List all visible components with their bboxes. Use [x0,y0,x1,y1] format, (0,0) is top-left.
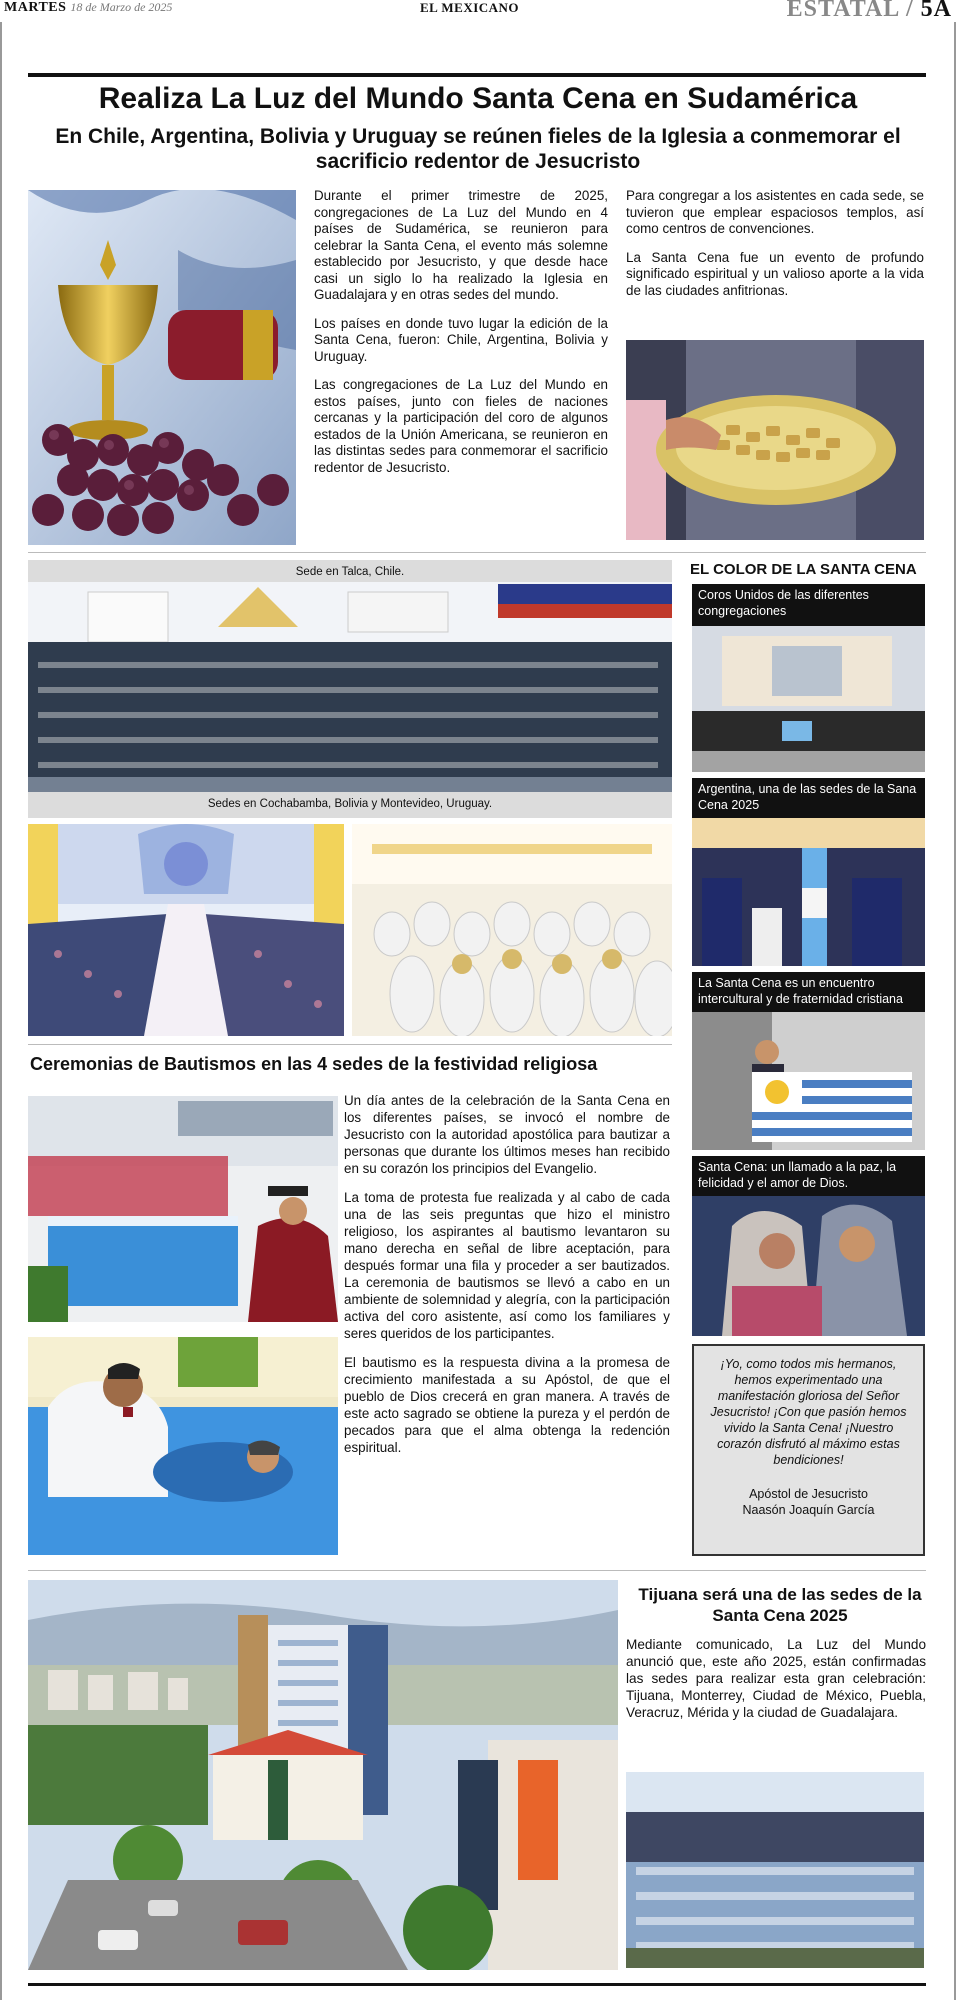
bread-plate-illustration [626,340,924,540]
sidebar-caption: La Santa Cena es un encuentro intercultural y de fraternidad cristiana [692,972,925,1012]
section-name: ESTATAL / [786,0,914,22]
article-column-1 [314,188,608,488]
photo-baptism-pool [28,1096,338,1322]
sidebar-card-1 [692,584,925,772]
article-paragraph: Para congregar a los asistentes en cada sede, se tuvieron que emplear espaciosos templos, así como centros de convenciones. [626,188,924,236]
article-column-2 [626,188,924,311]
bottom-rule [28,1983,926,1986]
tijuana-text: Mediante comunicado, La Luz del Mundo anunció que, este año 2025, están confirmadas las sedes para realizar esta gran celebración: Tijuana, Monterrey, Ciudad de México, Puebla, Veracruz, Mérida y la ciudad de Guadalajara. [626,1637,926,1720]
quote-author-name: Naasón Joaquín García [742,1503,875,1517]
article-paragraph: Los países en donde tuvo lugar la edición de la Santa Cena, fueron: Chile, Argentina, Bolivia y Uruguay. [314,315,608,364]
photo-bread-plate [626,340,924,540]
section-divider [28,1570,926,1571]
sidebar-caption: Coros Unidos de las diferentes congregaciones [692,584,925,626]
section-divider [28,552,926,553]
talca-congregation-illustration [28,582,672,792]
article-headline: Realiza La Luz del Mundo Santa Cena en Sudamérica [98,82,858,115]
apostle-quote-box [692,1344,925,1556]
sidebar-title: EL COLOR DE LA SANTA CENA [690,561,917,578]
sidebar-card-3 [692,972,925,1150]
cochabamba-caption: Sedes en Cochabamba, Bolivia y Montevideo, Uruguay. [207,798,493,810]
argentina-illustration [692,818,925,966]
choir-illustration [692,626,925,772]
embrace-illustration [692,1196,925,1336]
photo-chalice-grapes [28,190,296,545]
frame-left [0,22,2,2000]
header-day: MARTES [4,0,67,15]
tijuana-city-illustration [28,1580,618,1970]
quote-author-role: Apóstol de Jesucristo [749,1487,868,1501]
article-paragraph: Durante el primer trimestre de 2025, congregaciones de La Luz del Mundo en 4 países de Sudamérica, se reunieron para celebrar la Santa Cena, el evento más solemne establecido por Jesucristo, y que desde hace casi un siglo lo ha realizado la Iglesia en Guadalajara y en otras sedes del mundo. [314,188,608,302]
talca-caption: Sede en Talca, Chile. [295,566,405,578]
photo-cochabamba [28,824,344,1036]
sidebar-caption: Argentina, una de las sedes de la Sana Cena 2025 [692,778,925,818]
baptism-immersion-illustration [28,1337,338,1555]
sidebar-caption: Santa Cena: un llamado a la paz, la felicidad y el amor de Dios. [692,1156,925,1196]
article-paragraph: Las congregaciones de La Luz del Mundo en estos países, junto con fieles de naciones cercanas y la participación del coro de algunos estados de la Unión Americana, se reunieron en las distintas sedes para conmemorar el sacrificio redentor de Jesucristo. [314,377,608,475]
baptism-text [344,1092,670,1468]
baptism-paragraph: El bautismo es la respuesta divina a la promesa de crecimiento manifestada a su Apóstol, de que el pueblo de Dios crecerá en gran manera. A través de este acto sagrado se obtiene la pureza y el perdón de pecados para que el alma obtenga la redención espiritual. [344,1355,670,1455]
article-paragraph: La Santa Cena fue un evento de profundo significado espiritual y un valioso aporte a la vida de las ciudades anfitrionas. [626,249,924,298]
photo-tijuana-city [28,1580,618,1970]
apostle-quote: ¡Yo, como todos mis hermanos, hemos experimentado una manifestación gloriosa del Señor Jesucristo! ¡Con que pasión hemos vivido la Santa Cena! ¡Nuestro corazón disfrutó al máximo estas bendiciones! [710,1357,907,1467]
uruguay-flag-illustration [692,1012,925,1150]
cochabamba-illustration [28,824,344,1036]
tijuana-congregation-illustration [626,1772,924,1968]
page-header-left [4,0,172,16]
sidebar-card-2 [692,778,925,966]
photo-tijuana-congregation [626,1772,924,1968]
top-rule [28,73,926,77]
photo-baptism-immersion [28,1337,338,1555]
header-date: 18 de Marzo de 2025 [70,0,173,14]
baptism-paragraph: Un día antes de la celebración de la Santa Cena en los diferentes países, se invocó el nombre de Jesucristo con la autoridad apostólica para bautizar a personas que durante los últimos meses han recibido en su corazón los principios del Evangelio. [344,1093,670,1176]
photo-montevideo [352,824,672,1036]
page-number: 5A [920,0,952,22]
baptism-pool-illustration [28,1096,338,1322]
sidebar-card-4 [692,1156,925,1336]
photo-talca-panel [28,560,672,818]
baptism-paragraph: La toma de protesta fue realizada y al cabo de cada una de las seis preguntas que hizo el ministro religioso, los aspirantes al bautismo levantaron su mano derecha en señal de libre aceptación, para después formar una fila y proceder a ser bautizados. La ceremonia de bautismos se llevó a cabo en un ambiente de solemnidad y alegría, con la participación activa del coro asistente, así como los familiares y seres queridos de los participantes. [344,1190,670,1341]
tijuana-title: Tijuana será una de las sedes de la Santa Cena 2025 [638,1585,922,1625]
baptism-section-title: Ceremonias de Bautismos en las 4 sedes de la festividad religiosa [30,1054,598,1074]
page-header-right [787,0,952,23]
article-subheadline: En Chile, Argentina, Bolivia y Uruguay se reúnen fieles de la Iglesia a conmemorar el sacrificio redentor de Jesucristo [55,125,901,173]
newspaper-name: EL MEXICANO [420,0,520,15]
section-divider [28,1044,672,1045]
chalice-illustration [28,190,296,545]
montevideo-illustration [352,824,672,1036]
